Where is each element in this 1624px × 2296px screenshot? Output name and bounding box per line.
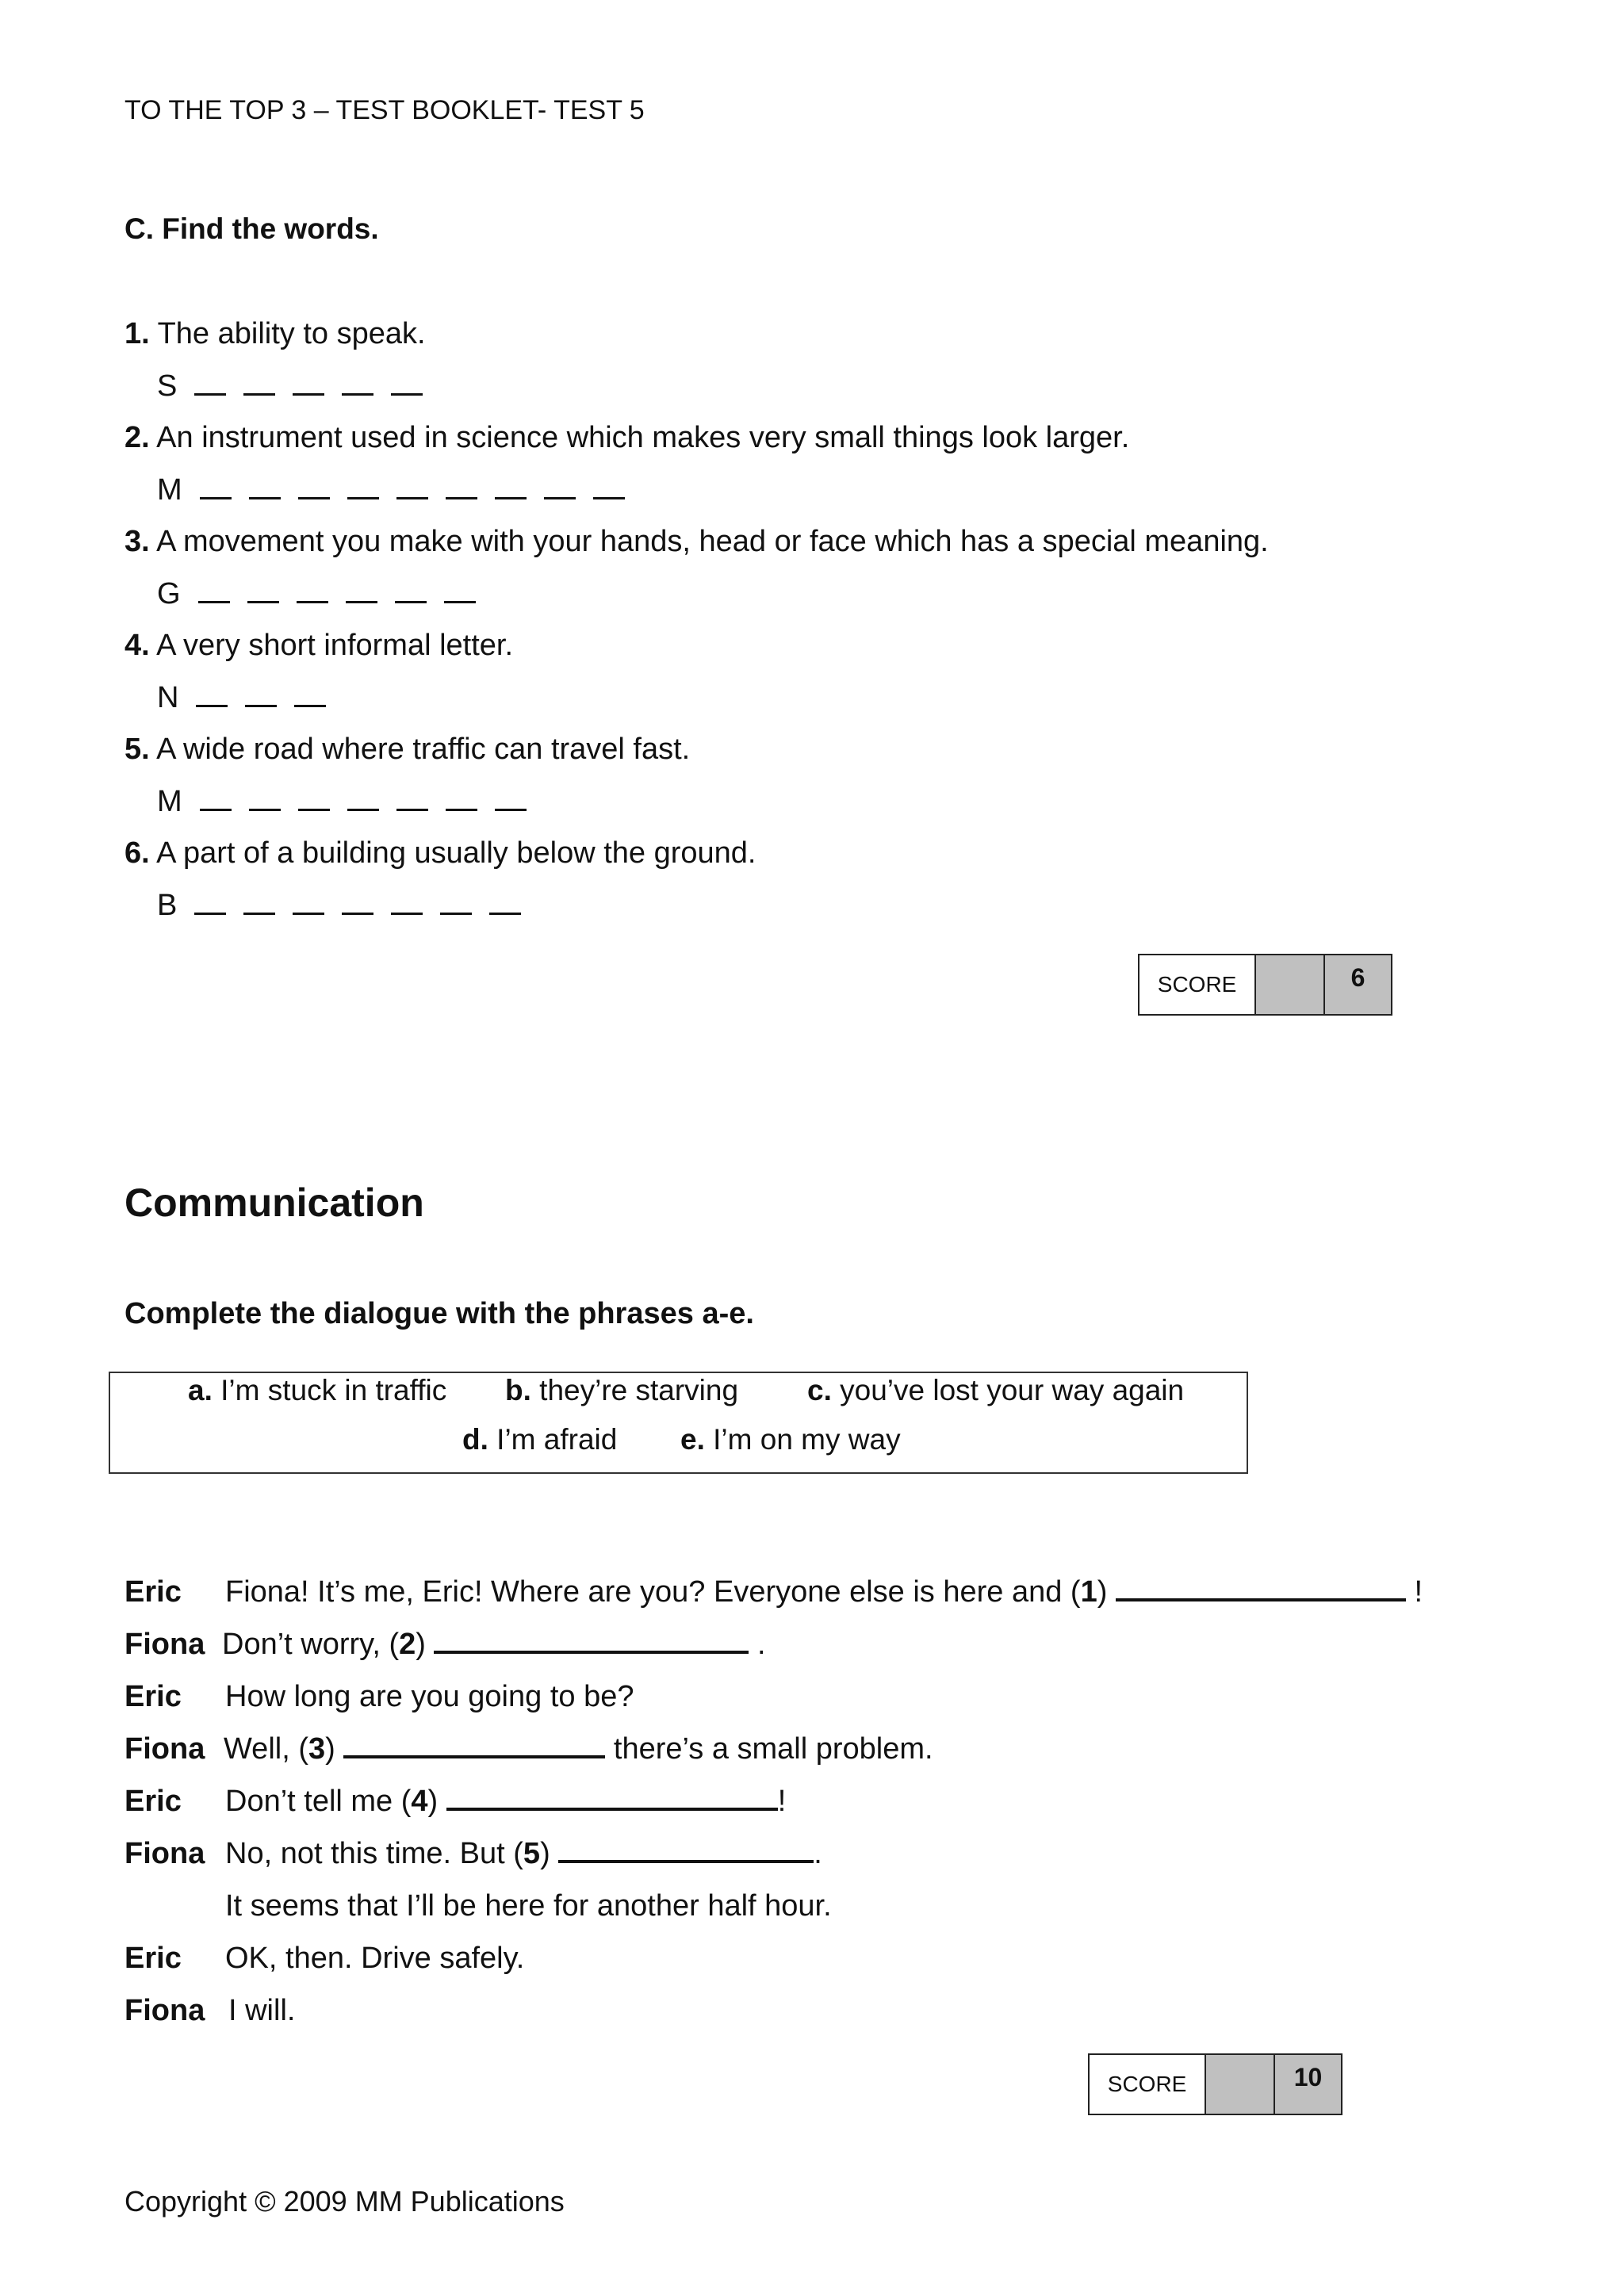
letter-blank[interactable]: [196, 705, 228, 707]
letter-blank[interactable]: [395, 601, 427, 603]
line-text: Well, (: [224, 1732, 308, 1766]
phrase-key: b.: [505, 1374, 531, 1406]
dialogue-line-8: OK, then. Drive safely.: [225, 1942, 525, 1975]
clue-text: The ability to speak.: [157, 317, 426, 350]
copyright-footer: Copyright © 2009 MM Publications: [124, 2185, 565, 2218]
score-total: 6: [1325, 955, 1391, 1014]
dialogue-line-7: It seems that I’ll be here for another half hour.: [225, 1889, 832, 1923]
letter-blank[interactable]: [293, 913, 324, 915]
clue-4: [124, 629, 513, 663]
dialogue-instruction: Complete the dialogue with the phrases a-e.: [124, 1297, 754, 1330]
phrase-text: you’ve lost your way again: [840, 1374, 1185, 1406]
letter-blank[interactable]: [347, 809, 379, 811]
answer-first-letter: M: [157, 473, 182, 507]
dialogue-speaker: Fiona: [124, 1837, 205, 1870]
clue-2: [124, 421, 1129, 455]
clue-text: An instrument used in science which makes very small things look larger.: [156, 421, 1130, 454]
letter-blank[interactable]: [446, 497, 477, 499]
dialogue-line-2: Don’t worry, (2) .: [222, 1628, 766, 1661]
letter-blank[interactable]: [245, 705, 277, 707]
gap-number: 3: [308, 1732, 326, 1766]
phrase-text: they’re starving: [539, 1374, 739, 1406]
clue-number: 2.: [124, 421, 150, 454]
gap-number: 4: [411, 1785, 428, 1818]
line-text-end: !: [777, 1785, 787, 1818]
score-input[interactable]: [1256, 955, 1325, 1014]
answer-gap-3[interactable]: [343, 1755, 605, 1758]
letter-blank[interactable]: [249, 809, 281, 811]
answer-first-letter: B: [157, 889, 178, 922]
letter-blank[interactable]: [294, 705, 326, 707]
letter-blank[interactable]: [194, 393, 226, 396]
letter-blank[interactable]: [347, 497, 379, 499]
letter-blank[interactable]: [444, 601, 476, 603]
gap-number: 5: [523, 1837, 541, 1870]
letter-blank[interactable]: [495, 809, 527, 811]
score-label: SCORE: [1090, 2055, 1206, 2114]
clue-3: [124, 525, 1269, 559]
answer-gap-1[interactable]: [1116, 1598, 1406, 1601]
letter-blank[interactable]: [243, 913, 275, 915]
dialogue-speaker: Eric: [124, 1785, 182, 1818]
score-input[interactable]: [1206, 2055, 1275, 2114]
answer-first-letter: M: [157, 785, 182, 818]
line-text: Fiona! It’s me, Eric! Where are you? Everyone else is here and (: [225, 1575, 1081, 1609]
answer-2: [157, 473, 625, 507]
letter-blank[interactable]: [396, 497, 428, 499]
dialogue-line-4: Well, (3) there’s a small problem.: [224, 1732, 933, 1766]
answer-gap-2[interactable]: [434, 1651, 749, 1654]
score-total: 10: [1275, 2055, 1341, 2114]
page-header: TO THE TOP 3 – TEST BOOKLET- TEST 5: [124, 95, 645, 125]
letter-blank[interactable]: [198, 601, 230, 603]
letter-blank[interactable]: [298, 809, 330, 811]
phrase-a: [188, 1374, 446, 1407]
line-text-end: .: [814, 1837, 822, 1870]
clue-5: [124, 733, 690, 767]
letter-blank[interactable]: [489, 913, 521, 915]
letter-blank[interactable]: [391, 913, 423, 915]
letter-blank[interactable]: [396, 809, 428, 811]
clue-number: 5.: [124, 733, 150, 766]
letter-blank[interactable]: [247, 601, 279, 603]
phrase-key: e.: [680, 1423, 705, 1456]
line-text-end: there’s a small problem.: [613, 1732, 933, 1766]
phrase-d: [462, 1423, 617, 1456]
letter-blank[interactable]: [194, 913, 226, 915]
answer-4: [157, 681, 326, 715]
phrase-key: c.: [807, 1374, 832, 1406]
dialogue-line-6: No, not this time. But (5) .: [225, 1837, 822, 1870]
clue-1: [124, 317, 426, 351]
answer-gap-5[interactable]: [558, 1860, 814, 1863]
letter-blank[interactable]: [346, 601, 377, 603]
dialogue-speaker: Eric: [124, 1942, 182, 1975]
score-box-section-c: [1138, 954, 1392, 1016]
score-box-communication: [1088, 2053, 1342, 2115]
dialogue-line-5: Don’t tell me (4) !: [225, 1785, 787, 1818]
answer-first-letter: G: [157, 577, 181, 610]
letter-blank[interactable]: [243, 393, 275, 396]
phrase-key: a.: [188, 1374, 213, 1406]
line-text: Don’t tell me (: [225, 1785, 412, 1818]
clue-text: A part of a building usually below the ground.: [156, 836, 756, 870]
letter-blank[interactable]: [593, 497, 625, 499]
phrase-text: I’m afraid: [496, 1423, 618, 1456]
answer-gap-4[interactable]: [446, 1808, 778, 1811]
clue-text: A very short informal letter.: [156, 629, 514, 662]
communication-title: Communication: [124, 1181, 424, 1225]
phrase-e: [680, 1423, 901, 1456]
clue-number: 4.: [124, 629, 150, 662]
clue-text: A wide road where traffic can travel fast.: [156, 733, 691, 766]
clue-number: 6.: [124, 836, 150, 870]
line-text-end: .: [757, 1628, 766, 1661]
answer-6: [157, 889, 521, 923]
letter-blank[interactable]: [293, 393, 324, 396]
score-label: SCORE: [1139, 955, 1256, 1014]
answer-3: [157, 577, 476, 611]
letter-blank[interactable]: [446, 809, 477, 811]
section-c-title: C. Find the words.: [124, 212, 379, 245]
answer-1: [157, 369, 423, 404]
dialogue-speaker: Fiona: [124, 1732, 205, 1766]
answer-first-letter: N: [157, 681, 179, 714]
clue-6: [124, 836, 756, 871]
phrase-box: [109, 1372, 1248, 1474]
answer-first-letter: S: [157, 369, 178, 403]
letter-blank[interactable]: [391, 393, 423, 396]
dialogue-line-3: How long are you going to be?: [225, 1680, 634, 1713]
line-text: Don’t worry, (: [222, 1628, 400, 1661]
letter-blank[interactable]: [200, 497, 232, 499]
letter-blank[interactable]: [440, 913, 472, 915]
dialogue-speaker: Eric: [124, 1680, 182, 1713]
letter-blank[interactable]: [544, 497, 576, 499]
phrase-c: [807, 1374, 1184, 1407]
letter-blank[interactable]: [200, 809, 232, 811]
clue-number: 1.: [124, 317, 150, 350]
line-text-end: !: [1414, 1575, 1423, 1609]
gap-number: 1: [1080, 1575, 1097, 1609]
phrase-key: d.: [462, 1423, 488, 1456]
letter-blank[interactable]: [342, 393, 373, 396]
letter-blank[interactable]: [342, 913, 373, 915]
letter-blank[interactable]: [495, 497, 527, 499]
phrase-text: I’m stuck in traffic: [220, 1374, 447, 1406]
answer-5: [157, 785, 527, 819]
dialogue-speaker: Fiona: [124, 1994, 205, 2027]
clue-number: 3.: [124, 525, 150, 558]
phrase-text: I’m on my way: [713, 1423, 901, 1456]
gap-number: 2: [399, 1628, 416, 1661]
dialogue-line-9: I will.: [228, 1994, 296, 2027]
letter-blank[interactable]: [298, 497, 330, 499]
letter-blank[interactable]: [297, 601, 328, 603]
phrase-b: [505, 1374, 738, 1407]
line-text: No, not this time. But (: [225, 1837, 523, 1870]
dialogue-line-1: Fiona! It’s me, Eric! Where are you? Everyone else is here and (1) !: [225, 1575, 1423, 1609]
dialogue-speaker: Eric: [124, 1575, 182, 1609]
letter-blank[interactable]: [249, 497, 281, 499]
dialogue-speaker: Fiona: [124, 1628, 205, 1661]
clue-text: A movement you make with your hands, head or face which has a special meaning.: [156, 525, 1269, 558]
